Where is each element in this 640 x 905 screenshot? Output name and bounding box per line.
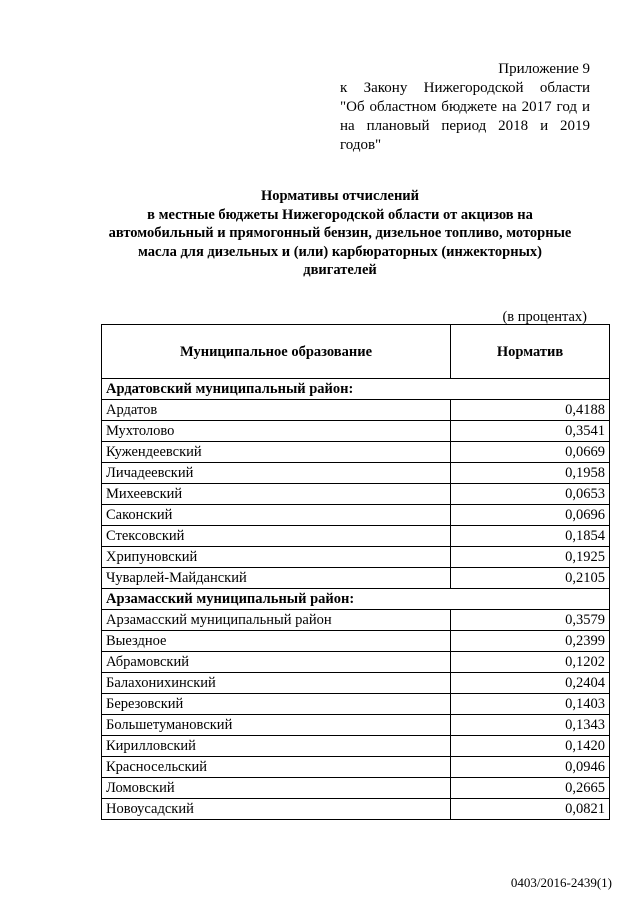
table-row	[102, 547, 610, 568]
table-row	[102, 526, 610, 547]
norm-value: 0,2105	[451, 568, 610, 589]
table-row	[102, 400, 610, 421]
norms-table	[101, 324, 610, 820]
title-line: двигателей	[303, 262, 377, 278]
appendix-block	[340, 60, 590, 155]
appendix-line: на плановый период 2018 и 2019	[340, 118, 590, 134]
document-title	[80, 187, 600, 280]
municipality-name: Балахонихинский	[102, 673, 451, 694]
norm-value: 0,2404	[451, 673, 610, 694]
table-row	[102, 463, 610, 484]
norm-value: 0,1420	[451, 736, 610, 757]
municipality-name: Выездное	[102, 631, 451, 652]
municipality-name: Чуварлей-Майданский	[102, 568, 451, 589]
table-row	[102, 757, 610, 778]
group-row	[102, 589, 610, 610]
document-number: 0403/2016-2439(1)	[510, 875, 612, 890]
group-name: Ардатовский муниципальный район:	[102, 379, 610, 400]
municipality-name: Михеевский	[102, 484, 451, 505]
title-line: автомобильный и прямогонный бензин, дизельное топливо, моторные	[108, 225, 572, 241]
table-row	[102, 484, 610, 505]
table-row	[102, 421, 610, 442]
municipality-name: Стексовский	[102, 526, 451, 547]
table-row	[102, 715, 610, 736]
norm-value: 0,1958	[451, 463, 610, 484]
appendix-title: Приложение 9	[498, 61, 590, 77]
table-row	[102, 505, 610, 526]
table-row	[102, 778, 610, 799]
municipality-name: Новоусадский	[102, 799, 451, 820]
municipality-name: Мухтолово	[102, 421, 451, 442]
municipality-name: Березовский	[102, 694, 451, 715]
table-row	[102, 631, 610, 652]
municipality-name: Ардатов	[102, 400, 451, 421]
municipality-name: Саконский	[102, 505, 451, 526]
municipality-name: Кирилловский	[102, 736, 451, 757]
norm-value: 0,4188	[451, 400, 610, 421]
municipality-name: Личадеевский	[102, 463, 451, 484]
norm-value: 0,0669	[451, 442, 610, 463]
municipality-name: Кужендеевский	[102, 442, 451, 463]
header-norm: Норматив	[451, 325, 610, 379]
title-line: масла для дизельных и (или) карбюраторных (инжекторных)	[138, 243, 542, 260]
municipality-name: Ломовский	[102, 778, 451, 799]
norm-value: 0,1343	[451, 715, 610, 736]
appendix-line: годов"	[340, 137, 382, 153]
norm-value: 0,1403	[451, 694, 610, 715]
municipality-name: Красносельский	[102, 757, 451, 778]
norm-value: 0,1854	[451, 526, 610, 547]
table-row	[102, 673, 610, 694]
norm-value: 0,1202	[451, 652, 610, 673]
table-header-row	[102, 325, 610, 379]
header-municipality: Муниципальное образование	[102, 325, 451, 379]
title-line: Нормативы отчислений	[260, 188, 420, 204]
norm-value: 0,0696	[451, 505, 610, 526]
table-row	[102, 736, 610, 757]
municipality-name: Абрамовский	[102, 652, 451, 673]
norm-value: 0,0653	[451, 484, 610, 505]
norm-value: 0,2399	[451, 631, 610, 652]
table-row	[102, 652, 610, 673]
table-row	[102, 799, 610, 820]
municipality-name: Арзамасский муниципальный район	[102, 610, 451, 631]
table-body	[102, 379, 610, 820]
municipality-name: Хрипуновский	[102, 547, 451, 568]
norm-value: 0,3579	[451, 610, 610, 631]
unit-note: (в процентах)	[502, 309, 587, 325]
table-row	[102, 694, 610, 715]
municipality-name: Большетумановский	[102, 715, 451, 736]
norm-value: 0,3541	[451, 421, 610, 442]
norm-value: 0,0821	[451, 799, 610, 820]
table-row	[102, 610, 610, 631]
appendix-line: "Об областном бюджете на 2017 год и	[340, 99, 590, 115]
appendix-line: к Закону Нижегородской области	[340, 80, 590, 96]
title-line: в местные бюджеты Нижегородской области от акцизов на	[147, 206, 533, 223]
group-name: Арзамасский муниципальный район:	[102, 589, 610, 610]
norm-value: 0,2665	[451, 778, 610, 799]
norm-value: 0,1925	[451, 547, 610, 568]
table-row	[102, 568, 610, 589]
table-row	[102, 442, 610, 463]
group-row	[102, 379, 610, 400]
norm-value: 0,0946	[451, 757, 610, 778]
